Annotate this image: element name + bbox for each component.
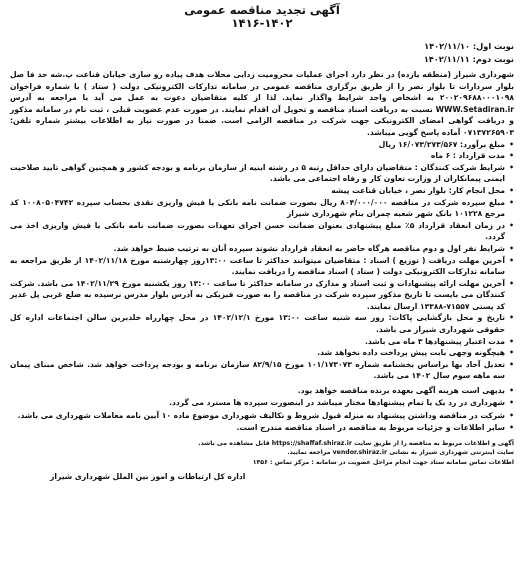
list-item-text: تاریخ و محل بازگشایی پاکات: روز سه شنبه ساعت ۱۳:۰۰ مورخ ۱۴۰۲/۱۲/۱ در محل چهارراه خلدبرین سالن اجتماعات اداره کل حقوقی شهرداری شیراز می باشد. [10,313,505,335]
list-item-text: مبلغ سپرده شرکت در مناقصه ۸۰۴/۰۰۰/۰۰۰ ریال بصورت ضمانت نامه بانکی یا فیش واریزی نقدی بحساب سپرده ۱۰۰۸۰۵۰۴۷۴۲ کد مرجع ۱۰۱۲۲۸ بانک شهر شعبه چمران بنام شهرداری شیراز [10,197,505,219]
footer-line-setad-contact: اطلاعات تماس سامانه ستاد جهت انجام مراحل عضویت در سامانه : مرکز تماس : ۱۴۵۶ [252,458,514,466]
list-item [10,162,514,185]
list-item [10,336,514,348]
bullet-icon: • [509,185,514,195]
list-item [10,243,514,255]
list-item-text: شرایط نفر اول و دوم مناقصه هرگاه حاضر به انعقاد قرارداد نشوند سپرده آنان به ترتیب ضبط خواهد شد. [113,243,505,253]
bullet-icon: • [509,398,514,408]
list-item [10,347,514,359]
note-text: شهرداری در رد یک یا تمام پیشنهادها مختار میباشد در اینصورت سپرده ها مسترد می گردد. [169,398,505,408]
conditions-list [10,139,514,382]
notes-list [10,385,514,435]
note-item [10,385,514,397]
list-item [10,220,514,243]
note-text: سایر اطلاعات و جزئیات مربوط به مناقصه در اسناد مناقصه مندرج است. [236,423,505,433]
bullet-icon: • [509,359,514,369]
footer-line-vendor: سایت اینترنتی شهرداری شیراز به نشانی vendor.shiraz.ir مراجعه نمایید. [287,449,514,457]
note-text: شرکت در مناقصه وداشتن پیشنهاد به منزله قبول شروط و تکالیف شهرداری موضوع ماده ۱۰ آیین نامه معاملات شهرداری می باشد. [17,410,505,420]
intro-text-before-url: شهرداری شیراز (منطقه یازده) در نظر دارد اجرای عملیات محرومیت زدایی محلات هدف پیاده رو سازی خیابان قناعت پ.شه حد فا صل بلوار سردارات تا بلوار نصر را از طریق برگزاری مناقصه عمومی در سامانه تدارکات الکترونیکی دولت ( ستاد ) با شماره فراخوان ۲۰۰۲۰۹۶۸۸۰۰۰۱۰۹۸ به اشخاص واجد شرایط واگذار نماید. لذا از کلیه متقاضیان دعوت به عمل می آید با مراجعه به آدرس [10,70,514,103]
bullet-icon: • [509,410,514,420]
list-item [10,312,514,335]
list-item [10,139,514,151]
list-item [10,197,514,220]
notice-year: ۱۴۱۶-۱۴۰۲ [231,16,293,30]
list-item-text: مدت اعتبار پیشنهادها ۳ ماه می باشد. [365,336,505,346]
list-item-text: هیچگونه وجهی بابت پیش پرداخت داده نخواهد شد. [317,348,505,358]
list-item-text: شرایط شرکت کنندگان : متقاضیان دارای حداقل رتبه ۵ در رشته ابنیه از سازمان برنامه و بودجه کشور و همچنین گواهی تایید صلاحیت ایمنی پیمانکاران از وزارت تعاون کار و رفاه اجتماعی می باشد. [10,162,505,184]
list-item [10,278,514,313]
list-item-text: در زمان انعقاد قرارداد ۵٪ مبلغ پیشنهادی بعنوان ضمانت حسن اجرای تعهدات بصورت ضمانت نامه بانکی یا فیش واریزی اخذ می گردد. [10,220,505,242]
list-item-text: مبلغ برآورد: ۱۶/۰۷۳/۲۷۳/۵۶۷ ریال [378,139,505,149]
list-item-text: تعدیل آحاد بها براساس بخشنامه شماره ۱۰۱/۱۷۳۰۷۳ مورخ ۸۲/۹/۱۵ سازمان برنامه و بودجه پرداخت خواهد شد. شاخص مبنای پیمان سه ماهه سوم سال ۱۴۰۲ می باشد. [10,359,505,381]
bullet-icon: • [509,336,514,346]
intro-paragraph [10,69,514,139]
notice-title: آگهی تجدید مناقصه عمومی [184,3,340,17]
list-item [10,255,514,278]
first-publish-date: نوبت اول: ۱۴۰۲/۱۱/۱۰ [424,41,514,51]
bullet-icon: • [509,220,514,230]
bullet-icon: • [509,243,514,253]
bullet-icon: • [509,423,514,433]
bullet-icon: • [509,162,514,172]
setadiran-url: WWW.Setadiran.ir [435,104,514,114]
intro-text-after-url: نسبت به دریافت اسناد مناقصه و تحویل آن اقدام نمایند. در صورت عدم عضویت قبلی ، ثبت نام در سامانه مذکور و دریافت گواهی امضای الکترونیکی جهت شرکت در مناقصه الزامی است. ضمنا در صورت نیاز به اطلاعات بیشتر شماره تلفن: ۰۷۱۳۷۲۶۵۹۰۳ آماده پاسخ گویی میباشد. [10,104,514,137]
bullet-icon: • [509,255,514,265]
note-item [10,410,514,422]
second-publish-date: نوبت دوم: ۱۴۰۲/۱۱/۱۱ [423,53,514,64]
list-item-text: آخرین مهلت دریافت ( توزیع ) اسناد : متقاضیان میتوانند حداکثر تا ساعت ۱۳:۰۰روز چهارشنبه مورخ ۱۴۰۲/۱۱/۱۸ از طریق مراجعه به سامانه تدارکات الکترونیکی دولت ( ستاد ) اسناد مناقصه را دریافت نمایند. [10,255,505,277]
bullet-icon: • [509,139,514,149]
note-text: بدیهی است هزینه آگهی بعهده برنده مناقصه خواهد بود. [297,386,505,396]
bullet-icon: • [509,197,514,207]
signature-office: اداره کل ارتباطات و امور بین الملل شهرداری شیراز [50,472,246,482]
bullet-icon: • [509,313,514,323]
list-item [10,150,514,162]
footer-line-shaffaf: آگهی و اطلاعات مربوط به مناقصه را از طریق سایت https://shaffaf.shiraz.ir قابل مشاهده می باشد. [198,439,514,447]
note-item [10,422,514,434]
list-item [10,359,514,382]
bullet-icon: • [509,151,514,161]
list-item-text: آخرین مهلت ارائه پیشنهادات و ثبت اسناد و مدارک در سامانه حداکثر تا ساعت ۱۳:۰۰ روز یکشنبه مورخ ۱۴۰۲/۱۱/۲۹ می باشد. شرکت کنندگان می بایست تا تاریخ مذکور سپرده شرکت در مناقصه را به صورت فیزیکی به آدرس بلوار مدرس نرسیده به ضلع غربی پل غدیر کد پستی ۷۱۵۵۷-۱۳۳۸۸ ارسال نمایند. [10,278,505,311]
note-item [10,397,514,409]
list-item [10,185,514,197]
bullet-icon: • [509,278,514,288]
list-item-text: مدت قرارداد : ۶ ماه [430,151,505,161]
bullet-icon: • [509,348,514,358]
footer-info [10,439,514,468]
list-item-text: محل انجام کار: بلوار نصر ، خیابان قناعت پیشه [331,185,505,195]
bullet-icon: • [509,386,514,396]
